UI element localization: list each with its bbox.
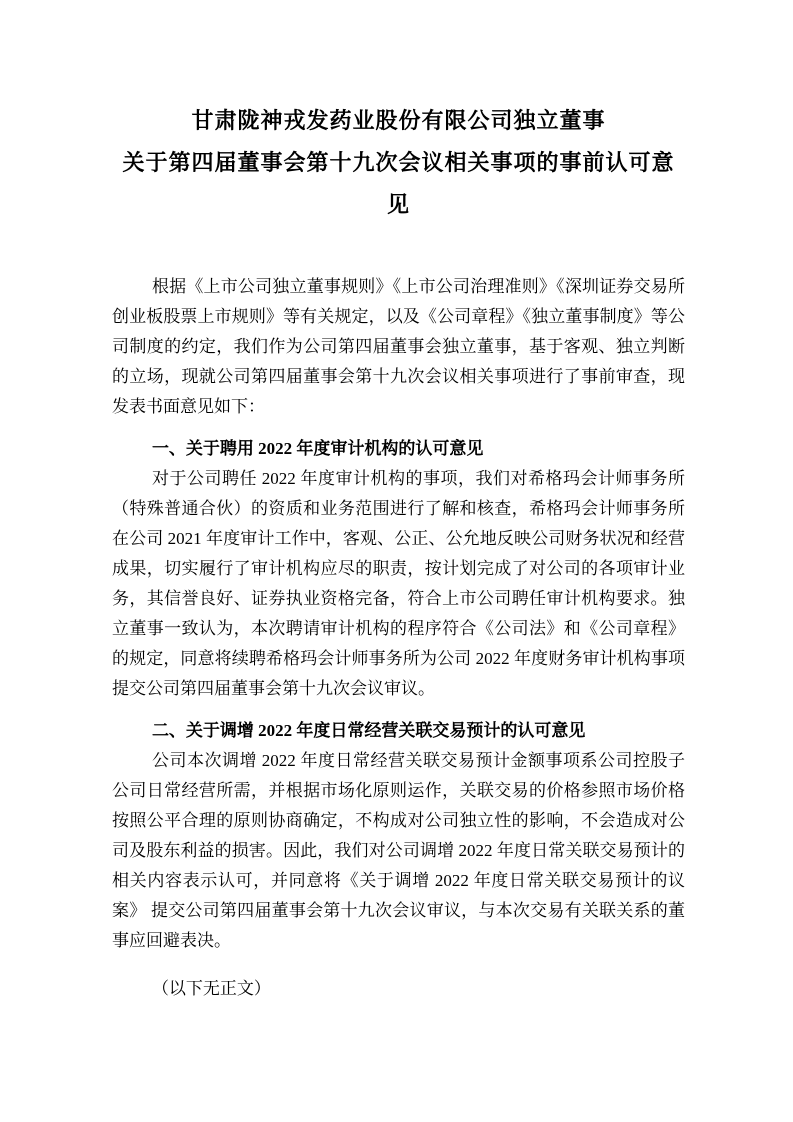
document-title bbox=[112, 100, 685, 226]
section-2-heading: 二、关于调增 2022 年度日常经营关联交易预计的认可意见 bbox=[151, 721, 586, 740]
section-1-paragraph: 对于公司聘任 2022 年度审计机构的事项，我们对希格玛会计师事务所（特殊普通合伙）的资质和业务范围进行了解和核查，希格玛会计师事务所在公司 2021 年度审计工作中，客观、公正、公允地反映公司财务状况和经营成果，切实履行了审计机构应尽的职责，按计划完成了对公司的各项审计业务，其信誉良好、证券执业资格完备，符合上市公司聘任审计机构要求。独立董事一致认为，本次聘请审计机构的程序符合《公司法》和《公司章程》的规定，同意将续聘希格玛会计师事务所为公司 2022 年度财务审计机构事项提交公司第四届董事会第十九次会议审议。 bbox=[112, 469, 685, 698]
title-line-1: 甘肃陇神戎发药业股份有限公司独立董事 bbox=[191, 108, 606, 133]
closing-note: （以下无正文） bbox=[151, 979, 271, 998]
intro-paragraph: 根据《上市公司独立董事规则》《上市公司治理准则》《深圳证券交易所创业板股票上市规则》等有关规定，以及《公司章程》《独立董事制度》等公司制度的约定，我们作为公司第四届董事会独立董事，基于客观、独立判断的立场，现就公司第四届董事会第十九次会议相关事项进行了事前审查，现发表书面意见如下： bbox=[112, 277, 685, 416]
section-2-paragraph: 公司本次调增 2022 年度日常经营关联交易预计金额事项系公司控股子公司日常经营所需，并根据市场化原则运作，关联交易的价格参照市场价格按照公平合理的原则协商确定，不构成对公司独立性的影响，不会造成对公司及股东利益的损害。因此，我们对公司调增 2022 年度日常关联交易预计的相关内容表示认可，并同意将《关于调增 2022 年度日常关联交易预计的议案》 提交公司第四届董事会第十九次会议审议，与本次交易有关联关系的董事应回避表决。 bbox=[112, 751, 685, 950]
title-line-2: 关于第四届董事会第十九次会议相关事项的事前认可意见 bbox=[122, 150, 675, 217]
section-1-heading: 一、关于聘用 2022 年度审计机构的认可意见 bbox=[151, 439, 484, 458]
